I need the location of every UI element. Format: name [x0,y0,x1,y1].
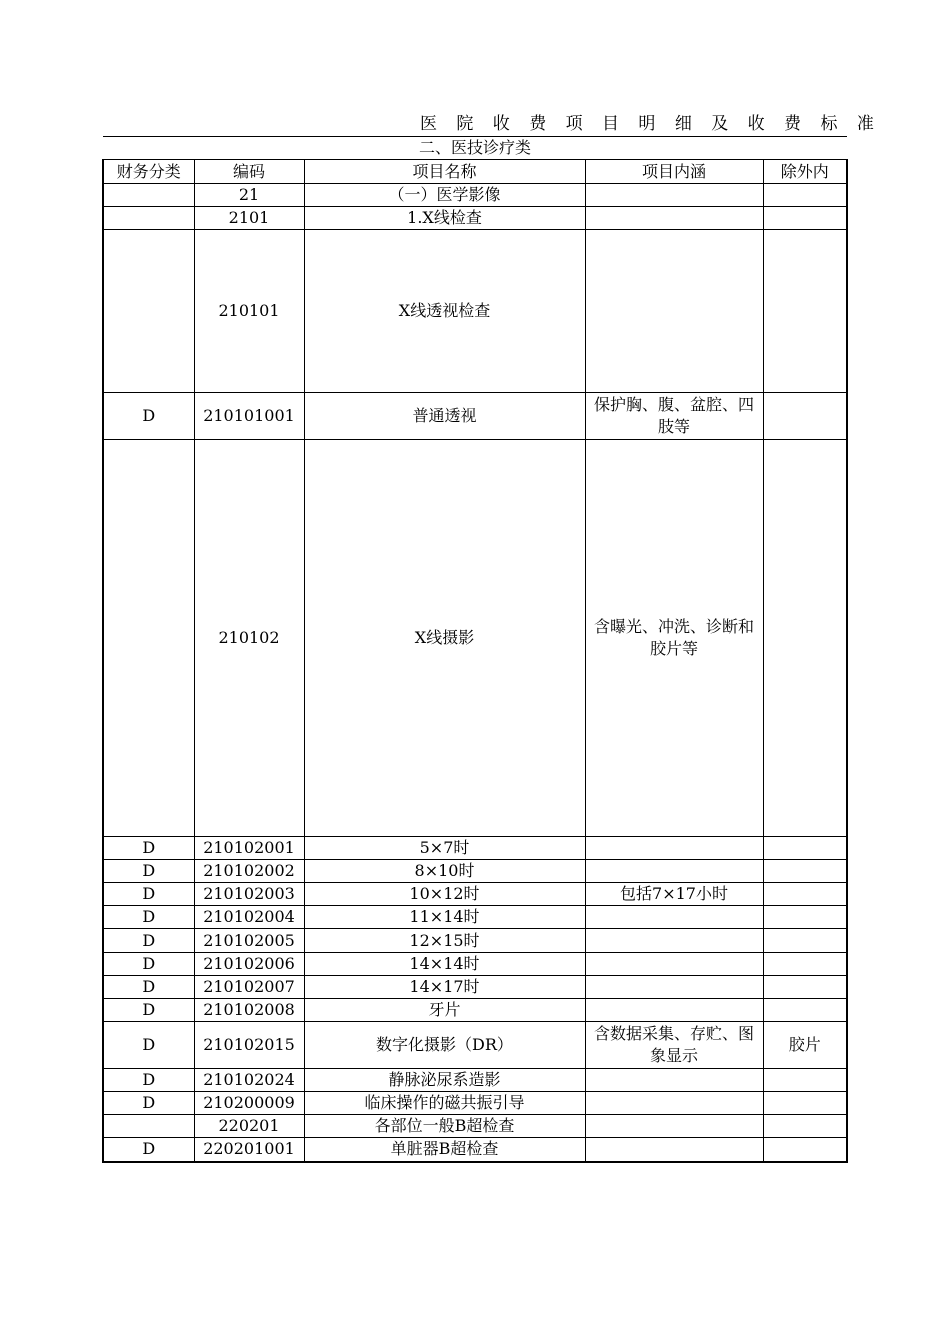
item-content-cell: 包括7×17小时 [585,883,763,906]
header-code: 编码 [194,160,304,184]
header-exclusions: 除外内 [763,160,847,184]
code-cell: 210102004 [194,906,304,929]
category-cell: D [103,953,194,976]
code-cell: 220201001 [194,1138,304,1162]
exclusions-cell [763,860,847,883]
item-name-cell: 各部位一般B超检查 [304,1115,585,1138]
category-cell: D [103,976,194,999]
table-row [103,953,847,976]
table-row [103,207,847,230]
exclusions-cell [763,837,847,860]
exclusions-cell [763,883,847,906]
table-row [103,1092,847,1115]
code-cell: 210102008 [194,999,304,1022]
exclusions-cell [763,1138,847,1162]
item-content-cell [585,860,763,883]
exclusions-cell [763,906,847,929]
table-row [103,929,847,953]
header-item-name: 项目名称 [304,160,585,184]
item-content-cell: 保护胸、腹、盆腔、四肢等 [585,393,763,440]
category-cell: D [103,883,194,906]
category-cell: D [103,1138,194,1162]
item-content-cell [585,207,763,230]
exclusions-cell: 胶片 [763,1022,847,1069]
table-row [103,184,847,207]
item-content-cell [585,1069,763,1092]
table-row [103,999,847,1022]
page-title: 医 院 收 费 项 目 明 细 及 收 费 标 准 [420,114,881,134]
table-row [103,883,847,906]
item-name-cell: 数字化摄影（DR） [304,1022,585,1069]
exclusions-cell [763,207,847,230]
table-row [103,1115,847,1138]
exclusions-cell [763,929,847,953]
category-cell [103,1115,194,1138]
item-content-cell [585,1092,763,1115]
item-name-cell: 普通透视 [304,393,585,440]
item-name-cell: 10×12时 [304,883,585,906]
code-cell: 210101001 [194,393,304,440]
table-row [103,860,847,883]
table-row [103,440,847,837]
exclusions-cell [763,1115,847,1138]
code-cell: 210102005 [194,929,304,953]
category-cell [103,230,194,393]
section-title: 二、医技诊疗类 [103,137,847,160]
exclusions-cell [763,440,847,837]
item-name-cell: （一）医学影像 [304,184,585,207]
category-cell: D [103,1069,194,1092]
item-content-cell [585,1115,763,1138]
table-row [103,906,847,929]
exclusions-cell [763,999,847,1022]
category-cell: D [103,860,194,883]
table-row [103,837,847,860]
item-content-cell: 含曝光、冲洗、诊断和胶片等 [585,440,763,837]
item-name-cell: 单脏器B超检查 [304,1138,585,1162]
item-content-cell [585,953,763,976]
table-row [103,230,847,393]
category-cell: D [103,929,194,953]
category-cell [103,207,194,230]
item-content-cell [585,837,763,860]
item-name-cell: 临床操作的磁共振引导 [304,1092,585,1115]
code-cell: 210102 [194,440,304,837]
exclusions-cell [763,393,847,440]
item-content-cell [585,976,763,999]
item-name-cell: 8×10时 [304,860,585,883]
item-content-cell [585,999,763,1022]
header-row [103,160,847,184]
exclusions-cell [763,230,847,393]
exclusions-cell [763,184,847,207]
exclusions-cell [763,1092,847,1115]
item-content-cell [585,929,763,953]
code-cell: 210102006 [194,953,304,976]
item-content-cell [585,906,763,929]
item-name-cell: 牙片 [304,999,585,1022]
code-cell: 210102024 [194,1069,304,1092]
fee-table [102,136,848,1163]
code-cell: 220201 [194,1115,304,1138]
item-name-cell: 5×7时 [304,837,585,860]
exclusions-cell [763,976,847,999]
category-cell: D [103,1022,194,1069]
code-cell: 210200009 [194,1092,304,1115]
item-content-cell [585,1138,763,1162]
section-row [103,137,847,160]
table-row [103,393,847,440]
category-cell [103,440,194,837]
exclusions-cell [763,1069,847,1092]
code-cell: 210102002 [194,860,304,883]
item-content-cell: 含数据采集、存贮、图象显示 [585,1022,763,1069]
item-name-cell: X线透视检查 [304,230,585,393]
code-cell: 210101 [194,230,304,393]
table-row [103,1069,847,1092]
code-cell: 210102007 [194,976,304,999]
item-name-cell: 静脉泌尿系造影 [304,1069,585,1092]
item-content-cell [585,230,763,393]
item-name-cell: X线摄影 [304,440,585,837]
item-name-cell: 11×14时 [304,906,585,929]
code-cell: 210102015 [194,1022,304,1069]
category-cell: D [103,999,194,1022]
item-name-cell: 1.X线检查 [304,207,585,230]
table-row [103,1022,847,1069]
category-cell: D [103,837,194,860]
category-cell: D [103,393,194,440]
header-category: 财务分类 [103,160,194,184]
item-name-cell: 14×17时 [304,976,585,999]
code-cell: 210102001 [194,837,304,860]
exclusions-cell [763,953,847,976]
category-cell: D [103,1092,194,1115]
code-cell: 2101 [194,207,304,230]
category-cell [103,184,194,207]
item-name-cell: 14×14时 [304,953,585,976]
table-row [103,976,847,999]
fee-table-body [103,137,847,1162]
table-row [103,1138,847,1162]
code-cell: 210102003 [194,883,304,906]
code-cell: 21 [194,184,304,207]
item-name-cell: 12×15时 [304,929,585,953]
category-cell: D [103,906,194,929]
item-content-cell [585,184,763,207]
header-item-content: 项目内涵 [585,160,763,184]
